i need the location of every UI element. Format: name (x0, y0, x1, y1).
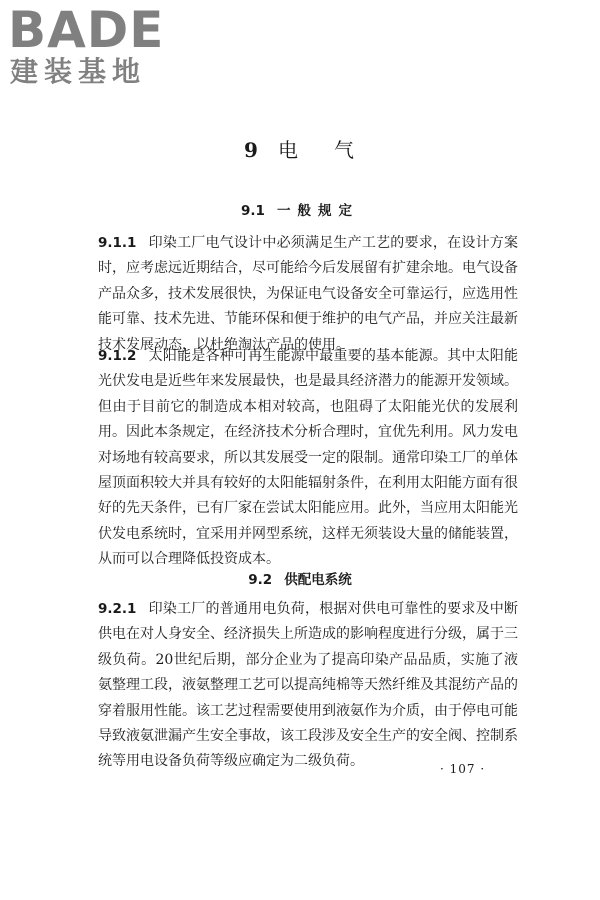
section-number: 9.1 (241, 203, 265, 219)
section-number: 9.2 (248, 572, 273, 588)
bade-logo (8, 1, 178, 90)
chapter-number: 9 (244, 138, 260, 162)
section-heading-9-1 (0, 199, 600, 219)
clause-text: 太阳能是各种可再生能源中最重要的基本能源。其中太阳能光伏发电是近些年来发展最快，也是最具经济潜力的能源开发领域。但由于目前它的制造成本相对较高，也阻碍了太阳能光伏的发展利用。因此本条规定，在经济技术分析合理时，宜优先利用。风力发电对场地有较高要求，所以其发展受一定的限制。通常印染工厂的单体屋顶面积较大并具有较好的太阳能辐射条件，在利用太阳能方面有很好的先天条件，已有厂家在尝试太阳能应用。此外，当应用太阳能光伏发电系统时，宜采用并网型系统，这样无须装设大量的储能装置，从而可以合理降低投资成本。 (98, 348, 518, 568)
logo-chinese-text: 建装基地 (10, 55, 147, 88)
clause-number: 9.2.1 (98, 601, 137, 617)
chapter-title-part2: 气 (333, 138, 356, 162)
logo-latin-text: BADE (8, 1, 165, 59)
chapter-title (0, 134, 600, 163)
clause-9-2-1 (98, 597, 518, 775)
page-number: · 107 · (440, 762, 486, 776)
chapter-title-part1: 电 (277, 138, 300, 162)
section-title: 供配电系统 (284, 572, 352, 588)
clause-number: 9.1.1 (98, 235, 137, 251)
clause-9-1-1 (98, 231, 518, 358)
clause-text: 印染工厂的普通用电负荷，根据对供电可靠性的要求及中断供电在对人身安全、经济损失上所造成的影响程度进行分级，属于三级负荷。20世纪后期，部分企业为了提高印染产品品质，实施了液氨整理工段，液氨整理工艺可以提高纯棉等天然纤维及其混纺产品的穿着服用性能。该工艺过程需要使用到液氨作为介质，由于停电可能导致液氨泄漏产生安全事故，该工段涉及安全生产的安全阀、控制系统等用电设备负荷等级应确定为二级负荷。 (98, 601, 518, 770)
section-heading-9-2 (0, 568, 600, 588)
clause-number: 9.1.2 (98, 348, 137, 364)
section-title: 一般规定 (276, 203, 359, 219)
clause-text: 印染工厂电气设计中必须满足生产工艺的要求，在设计方案时，应考虑远近期结合，尽可能给今后发展留有扩建余地。电气设备产品众多，技术发展很快，为保证电气设备安全可靠运行，应选用性能可靠、技术先进、节能环保和便于维护的电气产品，并应关注最新技术发展动态，以杜绝淘汰产品的使用。 (98, 235, 518, 353)
clause-9-1-2 (98, 344, 518, 573)
